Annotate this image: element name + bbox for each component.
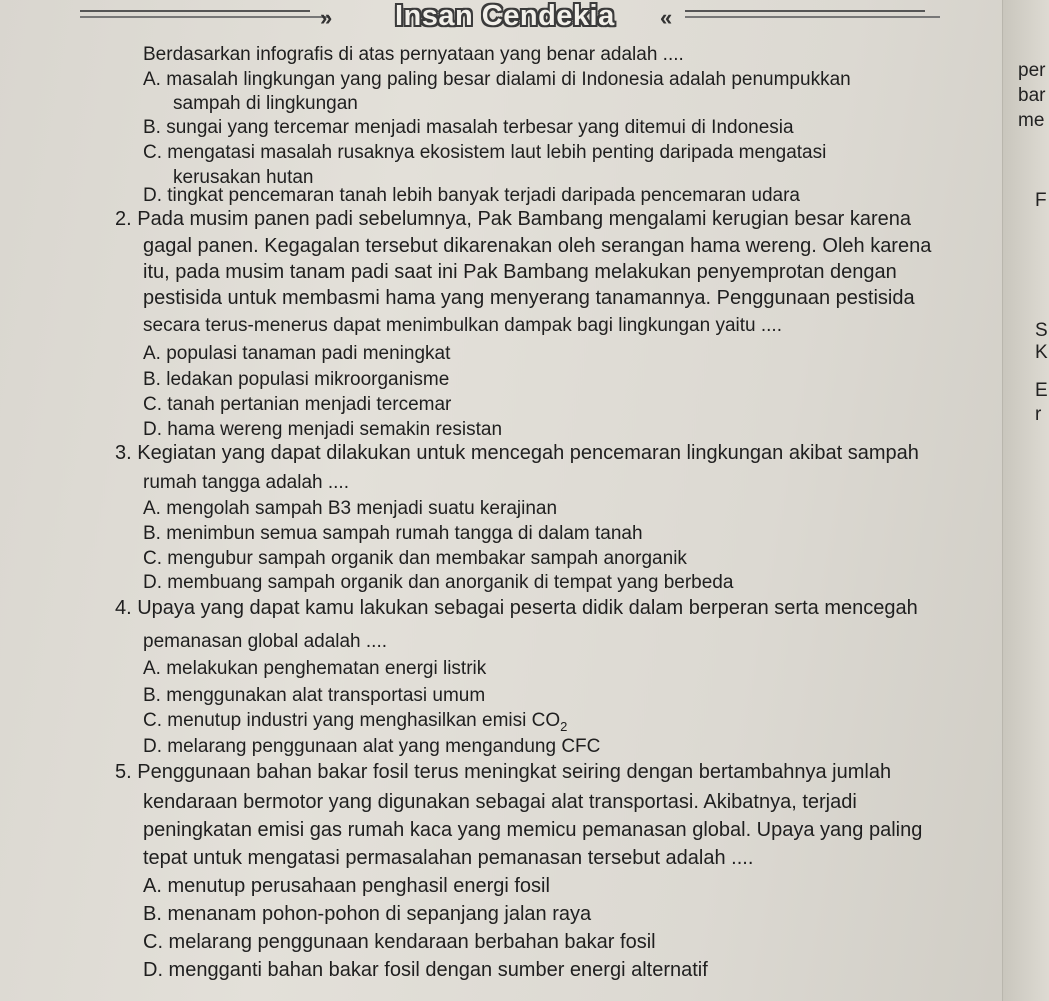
- q2-stem-line5: secara terus-menerus dapat menimbulkan dampak bagi lingkungan yaitu ....: [143, 315, 782, 336]
- side-fragment-5: S: [1035, 320, 1048, 341]
- q3-option-b: B. menimbun semua sampah rumah tangga di dalam tanah: [143, 523, 643, 544]
- q4-option-c-text: C. menutup industri yang menghasilkan emisi CO: [143, 710, 561, 731]
- intro-stem: Berdasarkan infografis di atas pernyataan yang benar adalah ....: [143, 44, 684, 65]
- page-title: Insan Cendekia: [395, 0, 615, 32]
- intro-option-d: D. tingkat pencemaran tanah lebih banyak terjadi daripada pencemaran udara: [143, 185, 800, 206]
- q2-option-b: B. ledakan populasi mikroorganisme: [143, 369, 450, 390]
- q2-option-c: C. tanah pertanian menjadi tercemar: [143, 394, 452, 415]
- q3-option-a: A. mengolah sampah B3 menjadi suatu kerajinan: [143, 498, 558, 519]
- intro-option-c: C. mengatasi masalah rusaknya ekosistem laut lebih penting daripada mengatasi: [143, 142, 827, 163]
- side-fragment-6: K: [1035, 342, 1048, 363]
- q2-stem-line4: pestisida untuk membasmi hama yang menyerang tanamannya. Penggunaan pestisida: [143, 287, 915, 309]
- q4-stem-line2: pemanasan global adalah ....: [143, 631, 388, 652]
- intro-option-b: B. sungai yang tercemar menjadi masalah terbesar yang ditemui di Indonesia: [143, 117, 794, 138]
- q2-stem-line1: 2. Pada musim panen padi sebelumnya, Pak Bambang mengalami kerugian besar karena: [115, 208, 912, 230]
- header-line-right: [685, 10, 925, 12]
- header-left-arrow: »: [320, 5, 333, 30]
- intro-option-a: A. masalah lingkungan yang paling besar dialami di Indonesia adalah penumpukkan: [143, 69, 851, 90]
- q5-stem-line2: kendaraan bermotor yang digunakan sebagai alat transportasi. Akibatnya, terjadi: [143, 791, 857, 813]
- q5-stem-line3: peningkatan emisi gas rumah kaca yang memicu pemanasan global. Upaya yang paling: [143, 819, 923, 841]
- q3-stem-line2: rumah tangga adalah ....: [143, 472, 349, 493]
- q4-option-a: A. melakukan penghematan energi listrik: [143, 658, 487, 679]
- header-line-right-2: [685, 16, 940, 18]
- adjacent-page-edge: [1002, 0, 1049, 1001]
- q4-stem-line1: 4. Upaya yang dapat kamu lakukan sebagai peserta didik dalam berperan serta mencegah: [115, 597, 918, 619]
- q2-stem-line2: gagal panen. Kegagalan tersebut dikarenakan oleh serangan hama wereng. Oleh karena: [143, 235, 932, 257]
- q5-stem-line4: tepat untuk mengatasi permasalahan pemanasan tersebut adalah ....: [143, 847, 754, 869]
- side-fragment-7: E: [1035, 380, 1048, 401]
- q5-stem-line1: 5. Penggunaan bahan bakar fosil terus meningkat seiring dengan bertambahnya jumlah: [115, 761, 892, 783]
- header-right-arrow: «: [660, 5, 673, 30]
- q3-option-c: C. mengubur sampah organik dan membakar sampah anorganik: [143, 548, 687, 569]
- q2-stem-line3: itu, pada musim tanam padi saat ini Pak Bambang melakukan penyemprotan dengan: [143, 261, 897, 283]
- q4-option-d: D. melarang penggunaan alat yang mengandung CFC: [143, 736, 601, 757]
- side-fragment-1: per: [1018, 60, 1046, 81]
- q4-option-b: B. menggunakan alat transportasi umum: [143, 685, 486, 706]
- header-line-left-2: [80, 16, 330, 18]
- q3-option-d: D. membuang sampah organik dan anorganik di tempat yang berbeda: [143, 572, 734, 593]
- q2-option-a: A. populasi tanaman padi meningkat: [143, 343, 451, 364]
- side-fragment-8: r: [1035, 404, 1042, 425]
- co2-subscript: 2: [560, 718, 568, 734]
- q5-option-c: C. melarang penggunaan kendaraan berbahan bakar fosil: [143, 931, 656, 953]
- q3-stem-line1: 3. Kegiatan yang dapat dilakukan untuk mencegah pencemaran lingkungan akibat sampah: [115, 442, 919, 464]
- q5-option-a: A. menutup perusahaan penghasil energi fosil: [143, 875, 550, 897]
- side-fragment-3: me: [1018, 110, 1045, 131]
- q2-option-d: D. hama wereng menjadi semakin resistan: [143, 419, 503, 440]
- page-header: [60, 2, 940, 36]
- side-fragment-4: F: [1035, 190, 1047, 211]
- intro-option-c-cont: kerusakan hutan: [173, 167, 314, 188]
- side-fragment-2: bar: [1018, 85, 1046, 106]
- intro-option-a-cont: sampah di lingkungan: [173, 93, 358, 114]
- q5-option-b: B. menanam pohon-pohon di sepanjang jalan raya: [143, 903, 592, 925]
- q5-option-d: D. mengganti bahan bakar fosil dengan sumber energi alternatif: [143, 959, 708, 981]
- header-line-left: [80, 10, 310, 12]
